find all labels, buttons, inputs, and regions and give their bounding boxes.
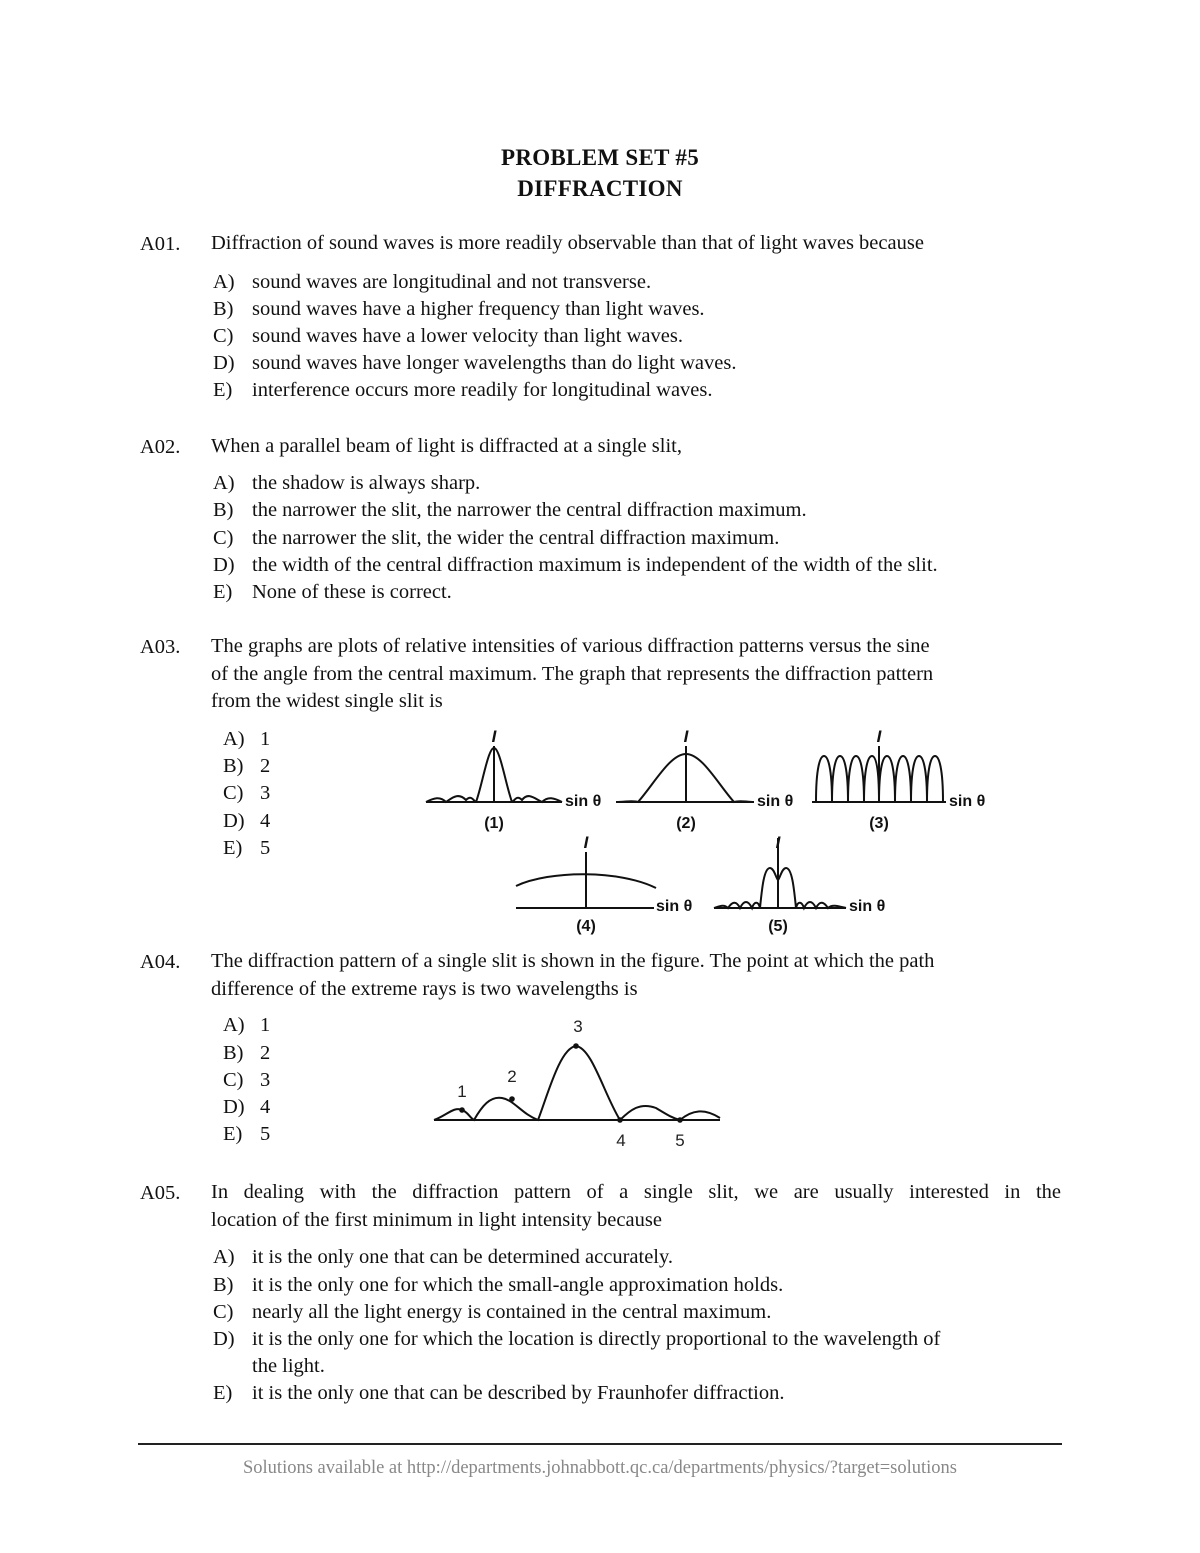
option-text: 2 xyxy=(260,755,271,777)
option-text: sound waves have a higher frequency than light waves. xyxy=(252,298,705,320)
option-text: sound waves are longitudinal and not transverse. xyxy=(252,271,652,293)
question-line: from the widest single slit is xyxy=(211,690,443,712)
option-letter: C) xyxy=(213,527,237,550)
option-text: 5 xyxy=(260,1123,271,1145)
question-line: The diffraction pattern of a single slit is shown in the figure. The point at which the path xyxy=(211,950,935,972)
answer-option xyxy=(223,810,271,833)
option-letter: E) xyxy=(213,1382,233,1404)
option-text: the width of the central diffraction maximum is independent of the width of the slit. xyxy=(252,554,938,576)
question-number: A03. xyxy=(140,636,181,658)
option-text: None of these is correct. xyxy=(252,581,452,603)
option-text: it is the only one that can be determined accurately. xyxy=(252,1246,674,1268)
option-letter: E) xyxy=(223,837,243,859)
panel-label-5: (5) xyxy=(768,918,788,935)
answer-option-highlighted xyxy=(213,527,780,550)
intensity-axis-symbol: I xyxy=(775,833,781,852)
option-letter: A) xyxy=(223,1014,245,1036)
point-label-1: 1 xyxy=(457,1082,467,1101)
option-text: 4 xyxy=(260,1096,271,1118)
question-line: The graphs are plots of relative intensities of various diffraction patterns versus the sine xyxy=(211,635,930,657)
sine-axis-label: sin θ xyxy=(949,793,986,810)
question-line: In dealing with the diffraction pattern of a single slit, we are usually interested in the xyxy=(211,1181,1061,1203)
option-letter: C) xyxy=(213,325,234,347)
option-letter: C) xyxy=(223,1069,244,1091)
intensity-axis-symbol: I xyxy=(491,728,497,746)
answer-option xyxy=(213,1382,785,1405)
option-text: 1 xyxy=(260,1014,271,1036)
answer-option xyxy=(213,581,452,604)
answer-option xyxy=(223,1096,271,1119)
footer-divider xyxy=(138,1443,1062,1445)
answer-option xyxy=(213,1274,784,1297)
option-text: it is the only one for which the location is directly proportional to the wavelength of xyxy=(252,1328,941,1350)
answer-option-highlighted xyxy=(223,728,271,751)
option-letter: A) xyxy=(213,271,235,293)
answer-option xyxy=(213,1328,941,1351)
option-letter: B) xyxy=(213,298,234,320)
answer-option xyxy=(213,298,705,321)
pattern-1-graph xyxy=(426,746,562,802)
intensity-axis-symbol: I xyxy=(683,728,689,746)
panel-label-1: (1) xyxy=(484,815,504,832)
page-title: PROBLEM SET #5 xyxy=(500,145,700,170)
option-text: the narrower the slit, the narrower the central diffraction maximum. xyxy=(252,499,807,521)
option-text: it is the only one for which the small-angle approximation holds. xyxy=(252,1274,784,1296)
option-text: 1 xyxy=(260,728,271,750)
question-text xyxy=(211,948,934,1003)
question-text xyxy=(211,1179,1061,1234)
option-letter: B) xyxy=(213,499,234,521)
option-letter: B) xyxy=(223,1042,244,1064)
intensity-axis-symbol: I xyxy=(876,728,882,746)
option-letter: C) xyxy=(223,782,244,804)
question-line: Diffraction of sound waves is more readily observable than that of light waves because xyxy=(211,232,924,254)
question-number: A04. xyxy=(140,951,181,973)
point-label-5: 5 xyxy=(675,1131,685,1150)
answer-option xyxy=(223,1042,271,1065)
intensity-axis-symbol: I xyxy=(583,833,589,852)
answer-option xyxy=(213,472,481,495)
point-3-marker xyxy=(573,1043,579,1049)
question-line: When a parallel beam of light is diffracted at a single slit, xyxy=(211,435,682,457)
option-letter: A) xyxy=(223,728,247,751)
point-label-3: 3 xyxy=(573,1017,583,1036)
option-letter: D) xyxy=(213,1328,235,1350)
option-letter: A) xyxy=(213,472,235,494)
sine-axis-label: sin θ xyxy=(849,898,886,915)
option-letter: E) xyxy=(223,1123,247,1146)
question-line: difference of the extreme rays is two wavelengths is xyxy=(211,977,638,1000)
point-5-marker xyxy=(677,1117,683,1123)
question-text xyxy=(211,433,682,461)
option-text: 4 xyxy=(260,810,271,832)
sine-axis-label: sin θ xyxy=(565,793,602,810)
option-text: sound waves have a lower velocity than light waves. xyxy=(252,325,683,347)
question-text xyxy=(211,230,924,258)
question-text xyxy=(211,633,933,716)
option-letter: E) xyxy=(213,581,233,603)
sine-axis-label: sin θ xyxy=(656,898,693,915)
question-line: location of the first minimum in light intensity because xyxy=(211,1208,662,1231)
question-number: A01. xyxy=(140,233,181,255)
option-letter: C) xyxy=(213,1301,237,1324)
answer-option xyxy=(213,271,652,294)
option-text: 3 xyxy=(260,782,271,804)
question-number: A05. xyxy=(140,1182,181,1204)
answer-option-highlighted xyxy=(213,1301,772,1324)
sine-axis-label: sin θ xyxy=(757,793,794,810)
answer-option-highlighted xyxy=(223,1123,271,1146)
point-1-marker xyxy=(459,1107,465,1113)
diffraction-patterns-figure xyxy=(420,728,1010,938)
option-text: it is the only one that can be described by Fraunhofer diffraction. xyxy=(252,1382,785,1404)
footer-solutions-text: Solutions available at http://departments.johnabbott.qc.ca/departments/physics/?target=solutions xyxy=(243,1458,957,1478)
answer-option xyxy=(213,325,683,348)
option-text: nearly all the light energy is contained in the central maximum. xyxy=(252,1301,772,1323)
single-slit-pattern-figure xyxy=(430,1010,725,1155)
option-text: interference occurs more readily for longitudinal waves. xyxy=(252,379,713,401)
option-text: the shadow is always sharp. xyxy=(252,472,481,494)
panel-label-2: (2) xyxy=(676,815,696,832)
panel-label-4: (4) xyxy=(576,918,596,935)
answer-option xyxy=(223,755,271,778)
point-2-marker xyxy=(509,1096,515,1102)
answer-option-highlighted xyxy=(213,352,737,375)
question-number: A02. xyxy=(140,436,181,458)
option-text: 5 xyxy=(260,837,271,859)
option-letter: D) xyxy=(213,352,237,375)
answer-option xyxy=(223,1014,271,1037)
option-text: 3 xyxy=(260,1069,271,1091)
option-letter: A) xyxy=(213,1246,235,1268)
option-text: sound waves have longer wavelengths than do light waves. xyxy=(252,352,737,374)
answer-option xyxy=(213,1246,674,1269)
page-subtitle: DIFFRACTION xyxy=(517,176,683,201)
pattern-3-graph xyxy=(812,746,946,802)
point-label-2: 2 xyxy=(507,1067,517,1086)
pattern-2-graph xyxy=(616,746,754,802)
pattern-4-graph xyxy=(516,852,656,908)
answer-option xyxy=(223,837,271,860)
option-text: 2 xyxy=(260,1042,271,1064)
option-letter: B) xyxy=(223,755,244,777)
answer-option xyxy=(223,1069,271,1092)
option-text: the narrower the slit, the wider the central diffraction maximum. xyxy=(252,527,780,549)
answer-option xyxy=(213,554,938,577)
option-letter: E) xyxy=(213,379,233,401)
point-4-marker xyxy=(617,1117,623,1123)
option-letter: B) xyxy=(213,1274,234,1296)
answer-option xyxy=(213,379,713,402)
answer-option xyxy=(213,499,807,522)
option-letter: D) xyxy=(213,554,235,576)
point-label-4: 4 xyxy=(616,1131,626,1150)
option-letter: D) xyxy=(223,1096,245,1118)
answer-option xyxy=(223,782,271,805)
panel-label-3: (3) xyxy=(869,815,889,832)
question-line: of the angle from the central maximum. The graph that represents the diffraction pattern xyxy=(211,662,934,685)
option-text-continued: the light. xyxy=(252,1355,325,1377)
option-letter: D) xyxy=(223,810,245,832)
